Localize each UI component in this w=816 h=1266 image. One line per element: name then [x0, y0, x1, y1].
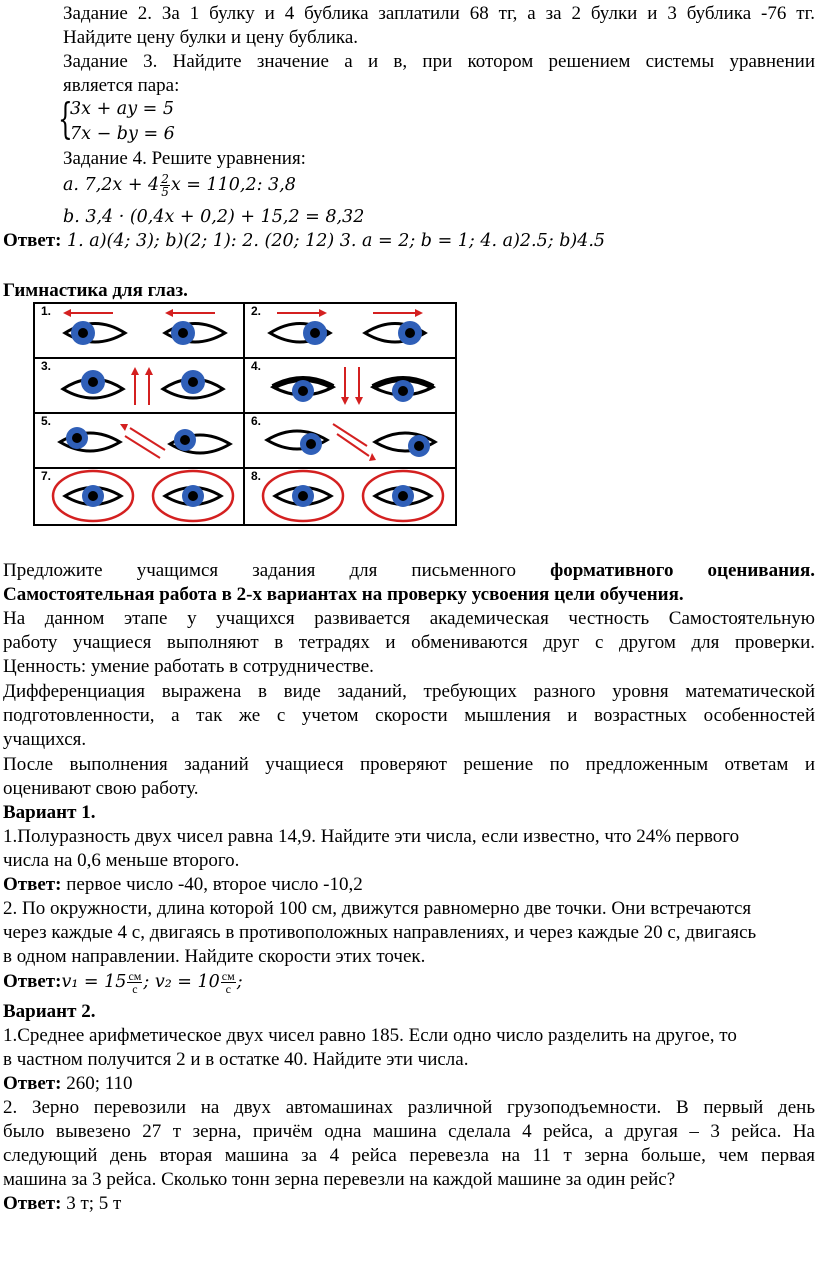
unit-fraction: $\frac{см}{с}$ — [221, 969, 235, 997]
cell-number: 2. — [251, 304, 262, 318]
eye-cell-2 — [245, 304, 455, 359]
eye-cell-3 — [35, 359, 245, 414]
eyes-rotate-icon — [35, 469, 243, 524]
system-brace: { — [58, 94, 73, 143]
cell-number: 1. — [41, 304, 52, 318]
variant1-title: Вариант 1. — [3, 802, 96, 823]
eyes-look-up-icon — [35, 359, 243, 412]
p2-line2: работу учащиеся выполняют в тетрадях и обмениваются друг с другом для проверки. — [3, 632, 815, 653]
p2-line3: Ценность: умение работать в сотрудничестве. — [3, 656, 374, 677]
formative-subtitle: Самостоятельная работа в 2-х вариантах на проверку усвоения цели обучения. — [3, 584, 684, 605]
eyes-rotate-icon — [245, 469, 453, 524]
eyes-look-right-icon — [245, 304, 453, 357]
eyes-look-diagonal-icon — [35, 414, 243, 467]
system-eq1: 3x + ay = 5 — [70, 99, 175, 119]
cell-number: 8. — [251, 469, 262, 483]
p2-line1: На данном этапе у учащихся развивается академическая честность Самостоятельную — [3, 608, 815, 629]
cell-number: 5. — [41, 414, 52, 428]
eye-exercise-grid — [33, 302, 457, 526]
p4-line2: оценивают свою работу. — [3, 778, 199, 799]
eye-gym-heading: Гимнастика для глаз. — [3, 280, 188, 301]
p3-line2: подготовленности, а так же с учетом скорости мышления и возрастных особенностей — [3, 705, 815, 726]
eye-cell-6 — [245, 414, 455, 469]
formative-intro: Предложите учащимся задания для письменного формативного оценивания. — [3, 560, 815, 581]
task3-line1: Задание 3. Найдите значение а и в, при котором решением системы уравнении — [63, 51, 815, 72]
task3-line2: является пара: — [63, 75, 180, 96]
v1-q1-line1: 1.Полуразность двух чисел равна 14,9. Найдите эти числа, если известно, что 24% первого — [3, 826, 740, 847]
equation-a: a. 7,2x + 4 $\frac{2}{5}$ x = 110,2: 3,8 — [63, 172, 296, 199]
p3-line1: Дифференциация выражена в виде заданий, требующих разного уровня математической — [3, 681, 815, 702]
eye-cell-1 — [35, 304, 245, 359]
variant2-title: Вариант 2. — [3, 1001, 96, 1022]
eye-cell-8 — [245, 469, 455, 524]
eyes-look-down-icon — [245, 359, 453, 412]
cell-number: 6. — [251, 414, 262, 428]
v2-q2-line3: следующий день вторая машина за 4 рейса перевезла на 11 т зерна больше, чем первая — [3, 1145, 815, 1166]
eye-cell-7 — [35, 469, 245, 524]
p4-line1: После выполнения заданий учащиеся проверяют решение по предложенным ответам и — [3, 754, 815, 775]
p3-line3: учащихся. — [3, 729, 87, 750]
v2-q2-line2: было вывезено 27 т зерна, причём одна машина сделала 4 рейса, а другая – 3 рейса. На — [3, 1121, 815, 1142]
v1-q1-line2: числа на 0,6 меньше второго. — [3, 850, 240, 871]
eye-cell-4 — [245, 359, 455, 414]
v1-q2-line3: в одном направлении. Найдите скорости этих точек. — [3, 946, 426, 967]
cell-number: 7. — [41, 469, 52, 483]
v1-q2-line2: через каждые 4 с, двигаясь в противоположных направлениях, и через каждые 20 с, двигаясь — [3, 922, 757, 943]
cell-number: 4. — [251, 359, 262, 373]
v2-q2-line1: 2. Зерно перевозили на двух автомашинах различной грузоподъемности. В первый день — [3, 1097, 815, 1118]
v1-answer1: Ответ: первое число -40, второе число -10,2 — [3, 874, 363, 895]
cell-number: 3. — [41, 359, 52, 373]
task2-line2: Найдите цену булки и цену бублика. — [63, 27, 359, 48]
v2-answer1: Ответ: 260; 110 — [3, 1073, 133, 1094]
v2-q1-line2: в частном получится 2 и в остатке 40. Найдите эти числа. — [3, 1049, 469, 1070]
v2-q1-line1: 1.Среднее арифметическое двух чисел равно 185. Если одно число разделить на другое, то — [3, 1025, 737, 1046]
equation-b: b. 3,4 · (0,4x + 0,2) + 15,2 = 8,32 — [63, 207, 365, 227]
v2-answer2: Ответ: 3 т; 5 т — [3, 1193, 122, 1214]
v1-q2-line1: 2. По окружности, длина которой 100 см, движутся равномерно две точки. Они встречаются — [3, 898, 752, 919]
v2-q2-line4: машина за 3 рейса. Сколько тонн зерна перевезли на каждой машине за один рейс? — [3, 1169, 676, 1190]
eyes-look-left-icon — [35, 304, 243, 357]
eyes-look-diagonal-down-icon — [245, 414, 453, 467]
equation-a-fraction: $\frac{2}{5}$ — [161, 172, 169, 199]
eye-cell-5 — [35, 414, 245, 469]
task4-title: Задание 4. Решите уравнения: — [63, 148, 306, 169]
task2-line1: Задание 2. За 1 булку и 4 бублика заплатили 68 тг, а за 2 булки и 3 бублика -76 тг. — [63, 3, 815, 24]
tasks-answer: Ответ: 1. a)(4; 3); b)(2; 1): 2. (20; 12) 3. a = 2; b = 1; 4. a)2.5; b)4.5 — [3, 230, 606, 251]
unit-fraction: $\frac{см}{с}$ — [128, 969, 142, 997]
system-eq2: 7x − by = 6 — [70, 124, 175, 144]
v1-answer2: Ответ:v₁ = 15 $\frac{см}{с}$ ; v₂ = 10 $\frac{см}{с}$ ; — [3, 969, 243, 997]
